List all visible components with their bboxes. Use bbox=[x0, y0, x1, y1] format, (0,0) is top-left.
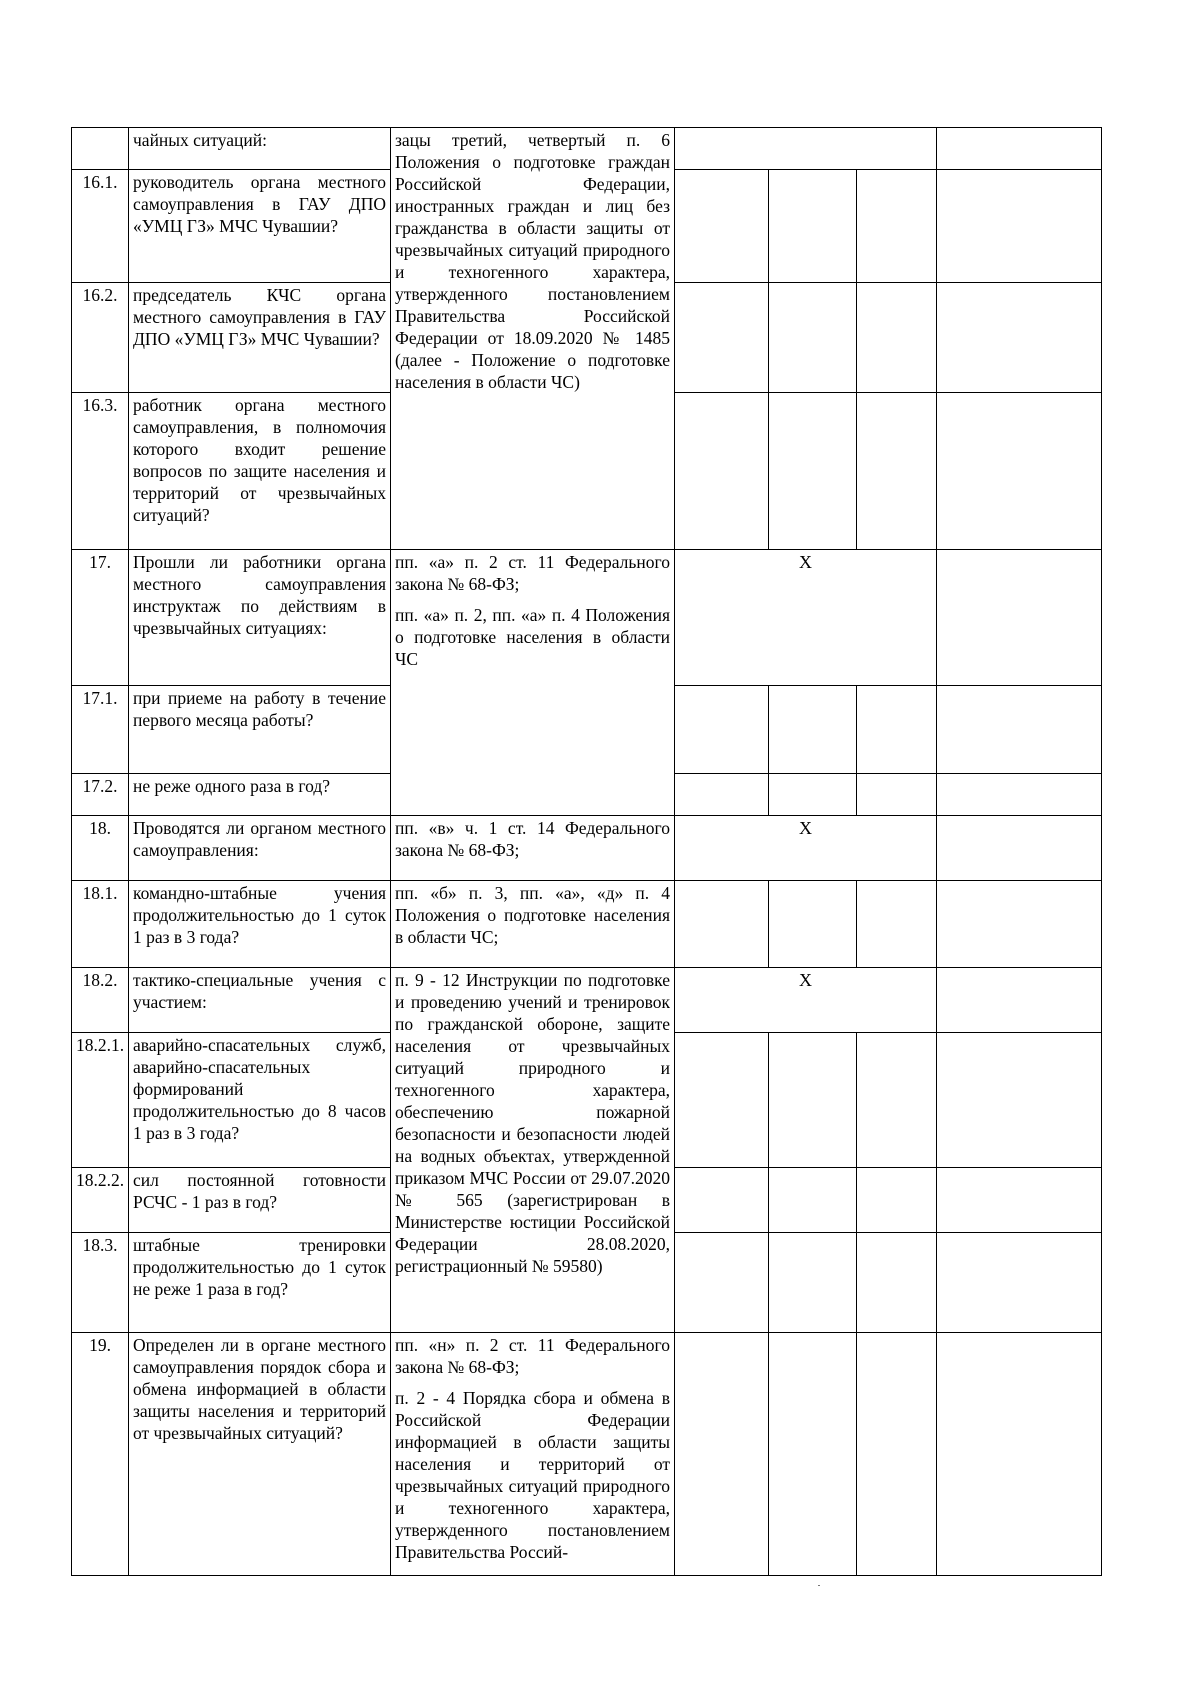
legal-reference bbox=[391, 968, 675, 1333]
legal-reference bbox=[391, 550, 675, 816]
question-text: не реже одного раза в год? bbox=[129, 774, 391, 816]
table-row bbox=[72, 816, 1102, 881]
reference-text: пп. «а» п. 2 ст. 11 Федерального закона № 68-ФЗ; bbox=[395, 552, 670, 594]
table-row bbox=[72, 128, 1102, 170]
note-cell[interactable] bbox=[937, 1333, 1102, 1576]
answer-no-cell[interactable] bbox=[769, 1033, 857, 1168]
item-number: 19. bbox=[72, 1333, 129, 1576]
legal-reference bbox=[391, 816, 675, 881]
answer-yes-cell[interactable] bbox=[675, 774, 769, 816]
answer-no-cell[interactable] bbox=[769, 881, 857, 968]
question-text: тактико-специальные учения с участием: bbox=[129, 968, 391, 1033]
question-text: чайных ситуаций: bbox=[129, 128, 391, 170]
item-number: 17. bbox=[72, 550, 129, 686]
answer-yes-cell[interactable] bbox=[675, 686, 769, 774]
item-number: 18.2.2. bbox=[72, 1168, 129, 1233]
item-number: 18.2. bbox=[72, 968, 129, 1033]
answer-na-cell[interactable] bbox=[857, 686, 937, 774]
answer-na-cell[interactable] bbox=[857, 170, 937, 283]
not-applicable-mark: X bbox=[675, 816, 937, 881]
answer-yes-cell[interactable] bbox=[675, 283, 769, 393]
reference-text: пп. «н» п. 2 ст. 11 Федерального закона № 68-ФЗ; bbox=[395, 1335, 670, 1377]
answer-no-cell[interactable] bbox=[769, 774, 857, 816]
item-number: 17.2. bbox=[72, 774, 129, 816]
checklist-table bbox=[71, 127, 1102, 1576]
answer-no-cell[interactable] bbox=[769, 283, 857, 393]
question-text: штабные тренировки продолжительностью до 1 суток не реже 1 раза в год? bbox=[129, 1233, 391, 1333]
reference-text: зацы третий, четвертый п. 6 Положения о подготовке граждан Российской Федерации, иностранных граждан и лиц без гражданства в области защиты от чрезвычайных ситуаций природного и техногенного характера, утвержденного постановлением Правительства Российской Федерации от 18.09.2020 № 1485 (далее - Положение о подготовке населения в области ЧС) bbox=[395, 130, 670, 392]
scan-speck bbox=[818, 1585, 820, 1586]
reference-text: пп. «а» п. 2, пп. «а» п. 4 Положения о подготовке населения в области ЧС bbox=[395, 605, 670, 669]
reference-text: пп. «б» п. 3, пп. «а», «д» п. 4 Положения о подготовке населения в области ЧС; bbox=[395, 883, 670, 947]
answer-yes-cell[interactable] bbox=[675, 393, 769, 550]
item-number: 16.3. bbox=[72, 393, 129, 550]
table-row bbox=[72, 881, 1102, 968]
item-number: 16.1. bbox=[72, 170, 129, 283]
legal-reference bbox=[391, 128, 675, 550]
answer-na-cell[interactable] bbox=[857, 881, 937, 968]
answer-no-cell[interactable] bbox=[769, 1233, 857, 1333]
question-text: руководитель органа местного самоуправления в ГАУ ДПО «УМЦ ГЗ» МЧС Чувашии? bbox=[129, 170, 391, 283]
question-text: работник органа местного самоуправления, в полномочия которого входит решение вопросов по защите населения и территорий от чрезвычайных ситуаций? bbox=[129, 393, 391, 550]
note-cell[interactable] bbox=[937, 128, 1102, 170]
note-cell[interactable] bbox=[937, 816, 1102, 881]
question-text: сил постоянной готовности РСЧС - 1 раз в год? bbox=[129, 1168, 391, 1233]
answer-no-cell[interactable] bbox=[769, 170, 857, 283]
answer-yes-cell[interactable] bbox=[675, 1233, 769, 1333]
item-number: 18.3. bbox=[72, 1233, 129, 1333]
note-cell[interactable] bbox=[937, 170, 1102, 283]
table-row bbox=[72, 968, 1102, 1033]
note-cell[interactable] bbox=[937, 283, 1102, 393]
table-row bbox=[72, 1333, 1102, 1576]
note-cell[interactable] bbox=[937, 686, 1102, 774]
reference-text: пп. «в» ч. 1 ст. 14 Федерального закона № 68-ФЗ; bbox=[395, 818, 670, 860]
answer-no-cell[interactable] bbox=[769, 1168, 857, 1233]
answer-na-cell[interactable] bbox=[857, 283, 937, 393]
answer-yes-cell[interactable] bbox=[675, 1333, 769, 1576]
answer-na-cell[interactable] bbox=[857, 1168, 937, 1233]
question-text: командно-штабные учения продолжительностью до 1 суток 1 раз в 3 года? bbox=[129, 881, 391, 968]
reference-text: п. 9 - 12 Инструкции по подготовке и проведению учений и тренировок по гражданской обороне, защите населения от чрезвычайных ситуаций природного и техногенного характера, обеспечению пожарной безопасности и безопасности людей на водных объектах, утвержденной приказом МЧС России от 29.07.2020 № 565 (зарегистрирован в Министерстве юстиции Российской Федерации 28.08.2020, регистрационный № 59580) bbox=[395, 970, 670, 1276]
question-text: председатель КЧС органа местного самоуправления в ГАУ ДПО «УМЦ ГЗ» МЧС Чувашии? bbox=[129, 283, 391, 393]
item-number bbox=[72, 128, 129, 170]
answer-na-cell[interactable] bbox=[857, 774, 937, 816]
note-cell[interactable] bbox=[937, 1168, 1102, 1233]
item-number: 18.2.1. bbox=[72, 1033, 129, 1168]
note-cell[interactable] bbox=[937, 393, 1102, 550]
question-text: Проводятся ли органом местного самоуправления: bbox=[129, 816, 391, 881]
note-cell[interactable] bbox=[937, 968, 1102, 1033]
not-applicable-mark: X bbox=[675, 550, 937, 686]
item-number: 18.1. bbox=[72, 881, 129, 968]
answer-na-cell[interactable] bbox=[857, 1033, 937, 1168]
legal-reference bbox=[391, 1333, 675, 1576]
question-text: Определен ли в органе местного самоуправления порядок сбора и обмена информацией в области защиты населения и территорий от чрезвычайных ситуаций? bbox=[129, 1333, 391, 1576]
answer-no-cell[interactable] bbox=[769, 686, 857, 774]
answer-no-cell[interactable] bbox=[769, 393, 857, 550]
answer-na-cell[interactable] bbox=[857, 1233, 937, 1333]
answer-no-cell[interactable] bbox=[769, 1333, 857, 1576]
table-row bbox=[72, 550, 1102, 686]
answer-na-cell[interactable] bbox=[857, 393, 937, 550]
item-number: 17.1. bbox=[72, 686, 129, 774]
note-cell[interactable] bbox=[937, 550, 1102, 686]
not-applicable-mark: X bbox=[675, 968, 937, 1033]
legal-reference bbox=[391, 881, 675, 968]
question-text: аварийно-спасательных служб, аварийно-спасательных формирований продолжительностью до 8 часов 1 раз в 3 года? bbox=[129, 1033, 391, 1168]
reference-text: п. 2 - 4 Порядка сбора и обмена в Российской Федерации информацией в области защиты населения и территорий от чрезвычайных ситуаций природного и техногенного характера, утвержденного постановлением Правительства Россий- bbox=[395, 1388, 670, 1562]
item-number: 16.2. bbox=[72, 283, 129, 393]
note-cell[interactable] bbox=[937, 881, 1102, 968]
question-text: при приеме на работу в течение первого месяца работы? bbox=[129, 686, 391, 774]
answer-na-cell[interactable] bbox=[857, 1333, 937, 1576]
answer-yes-cell[interactable] bbox=[675, 1168, 769, 1233]
question-text: Прошли ли работники органа местного самоуправления инструктаж по действиям в чрезвычайных ситуациях: bbox=[129, 550, 391, 686]
note-cell[interactable] bbox=[937, 1033, 1102, 1168]
answer-yes-cell[interactable] bbox=[675, 1033, 769, 1168]
note-cell[interactable] bbox=[937, 774, 1102, 816]
answer-yes-cell[interactable] bbox=[675, 881, 769, 968]
answer-cell-merged[interactable] bbox=[675, 128, 937, 170]
item-number: 18. bbox=[72, 816, 129, 881]
answer-yes-cell[interactable] bbox=[675, 170, 769, 283]
note-cell[interactable] bbox=[937, 1233, 1102, 1333]
